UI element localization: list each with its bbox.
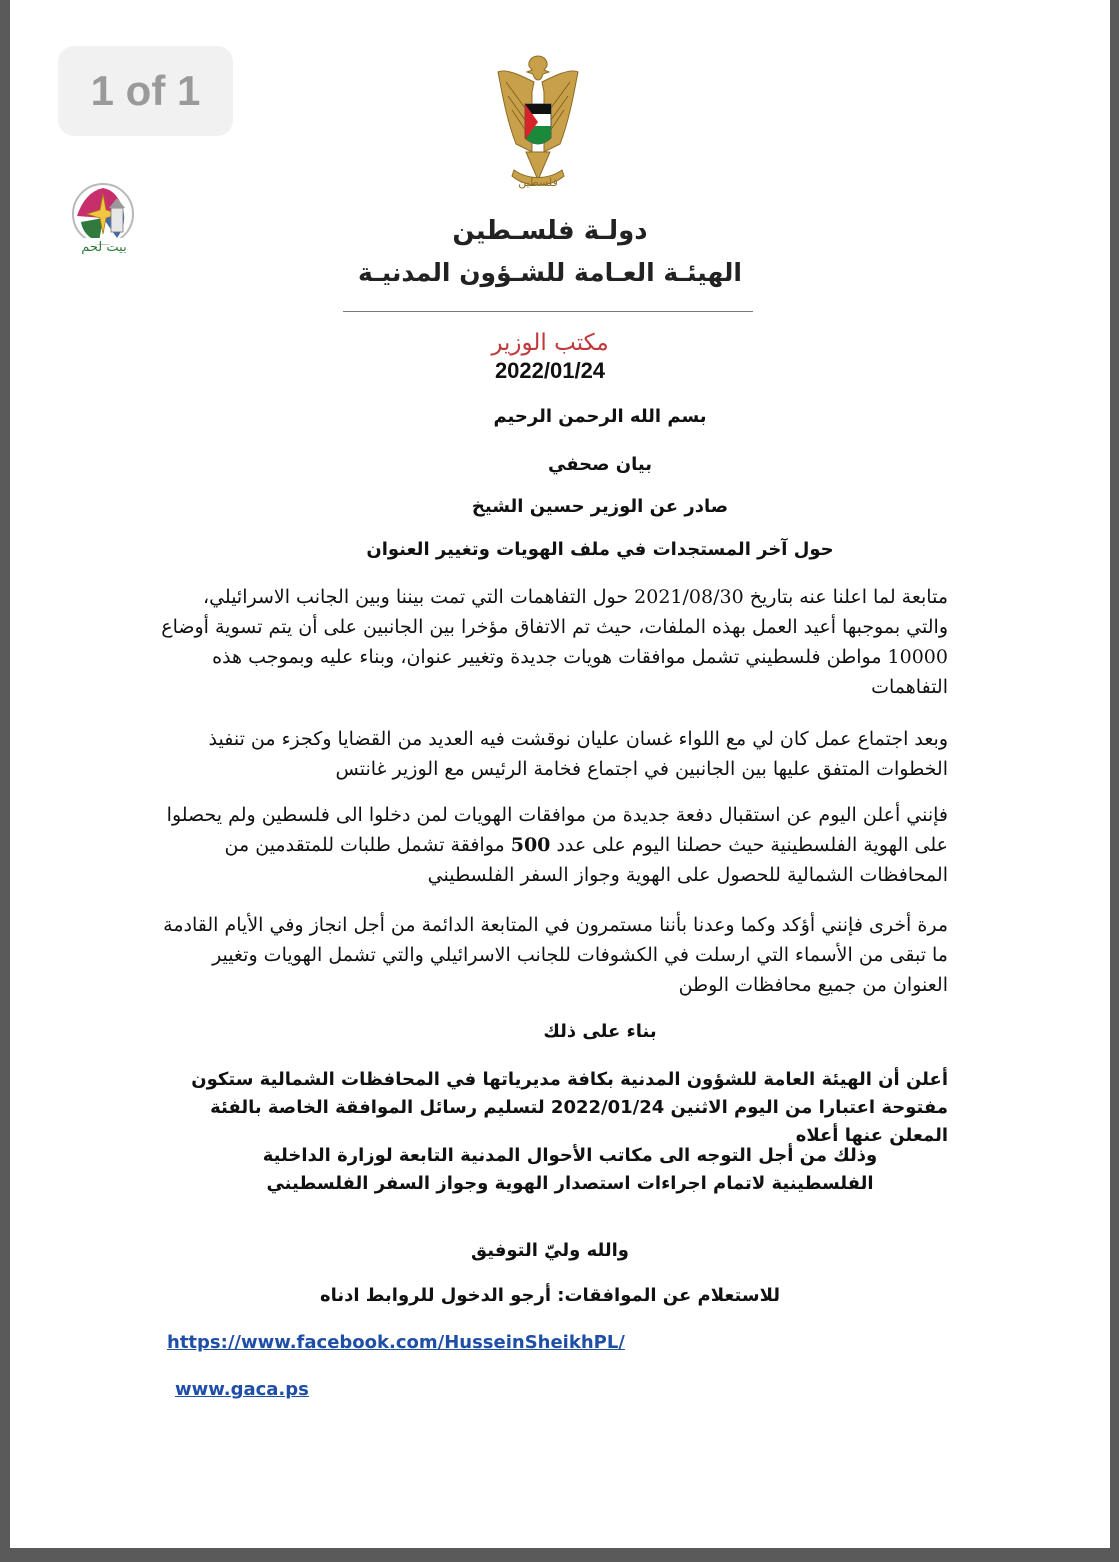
page-counter-badge: 1 of 1 bbox=[58, 46, 233, 136]
state-title: دولـة فلسـطين bbox=[452, 216, 648, 246]
inquiry-line: للاستعلام عن الموافقات: أرجو الدخول للروابط ادناه bbox=[319, 1285, 781, 1306]
office-title: مكتب الوزير bbox=[491, 330, 609, 356]
approvals-count: 500 bbox=[510, 834, 551, 856]
basmala: بسم الله الرحمن الرحيم bbox=[493, 406, 707, 427]
paragraph-announcement bbox=[160, 800, 948, 890]
announcement-text-after: موافقة تشمل طلبات للمتقدمين من المحافظات الشمالية للحصول على الهوية وجواز السفر الفلسطيني bbox=[224, 834, 948, 886]
letter-date: 2022/01/24 bbox=[494, 358, 606, 383]
header-divider bbox=[343, 311, 753, 312]
palestine-eagle-emblem-icon bbox=[492, 52, 584, 192]
subject-line: حول آخر المستجدات في ملف الهويات وتغيير العنوان bbox=[366, 539, 834, 560]
emblem-caption: فلسطين bbox=[518, 176, 558, 189]
authority-title: الهيئـة العـامة للشـؤون المدنيـة bbox=[358, 258, 742, 287]
bold-paragraph-opening: أعلن أن الهيئة العامة للشؤون المدنية بكافة مديرياتها في المحافظات الشمالية ستكون مفتوحة اعتبارا من اليوم الاثنين 2022/01/24 لتسليم رسائل الموافقة الخاصة بالفئة المعلن عنها أعلاه bbox=[191, 1069, 948, 1146]
therefore-heading: بناء على ذلك bbox=[543, 1021, 657, 1042]
facebook-link[interactable]: https://www.facebook.com/HusseinSheikhPL/ bbox=[167, 1332, 625, 1353]
bold-paragraph-procedure: وذلك من أجل التوجه الى مكاتب الأحوال المدنية التابعة لوزارة الداخلية الفلسطينية لاتمام اجراءات استصدار الهوية وجواز السفر الفلسطيني bbox=[262, 1145, 878, 1194]
closing-line: والله وليّ التوفيق bbox=[471, 1240, 629, 1261]
website-link[interactable]: www.gaca.ps bbox=[175, 1379, 309, 1400]
issuer-line: صادر عن الوزير حسين الشيخ bbox=[471, 496, 729, 517]
city-logo-caption: بيت لحم bbox=[81, 240, 127, 255]
announcement-text-before: فإنني أعلن اليوم عن استقبال دفعة جديدة من موافقات الهويات لمن دخلوا الى فلسطين ولم يحصلوا على الهوية الفلسطينية حيث حصلنا اليوم على عدد bbox=[166, 804, 948, 856]
paragraph-meeting: وبعد اجتماع عمل كان لي مع اللواء غسان عليان نوقشت فيه العديد من القضايا وكجزء من تنفيذ الخطوات المتفق عليها بين الجانبين في اجتماع فخامة الرئيس مع الوزير غانتس bbox=[208, 728, 948, 780]
paragraph-followup-commitment: مرة أخرى فإنني أؤكد وكما وعدنا بأننا مستمرون في المتابعة الدائمة من أجل انجاز وفي الأيام القادمة ما تبقى من الأسماء التي ارسلت في الكشوفات للجانب الاسرائيلي والتي تشمل الهويات وتغيير العنوان من جميع محافظات الوطن bbox=[163, 914, 948, 996]
statement-type: بيان صحفي bbox=[547, 454, 653, 475]
paragraph-followup: متابعة لما اعلنا عنه بتاريخ 2021/08/30 حول التفاهمات التي تمت بيننا وبين الجانب الاسرائيلي، والتي بموجبها أعيد العمل بهذه الملفات، حيث تم الاتفاق مؤخرا بين الجانبين على أن يتم تسوية أوضاع 10000 مواطن فلسطيني تشمل موافقات هويات جديدة وتغيير عنوان، وبناء عليه وبموجب هذه التفاهمات bbox=[161, 586, 948, 698]
